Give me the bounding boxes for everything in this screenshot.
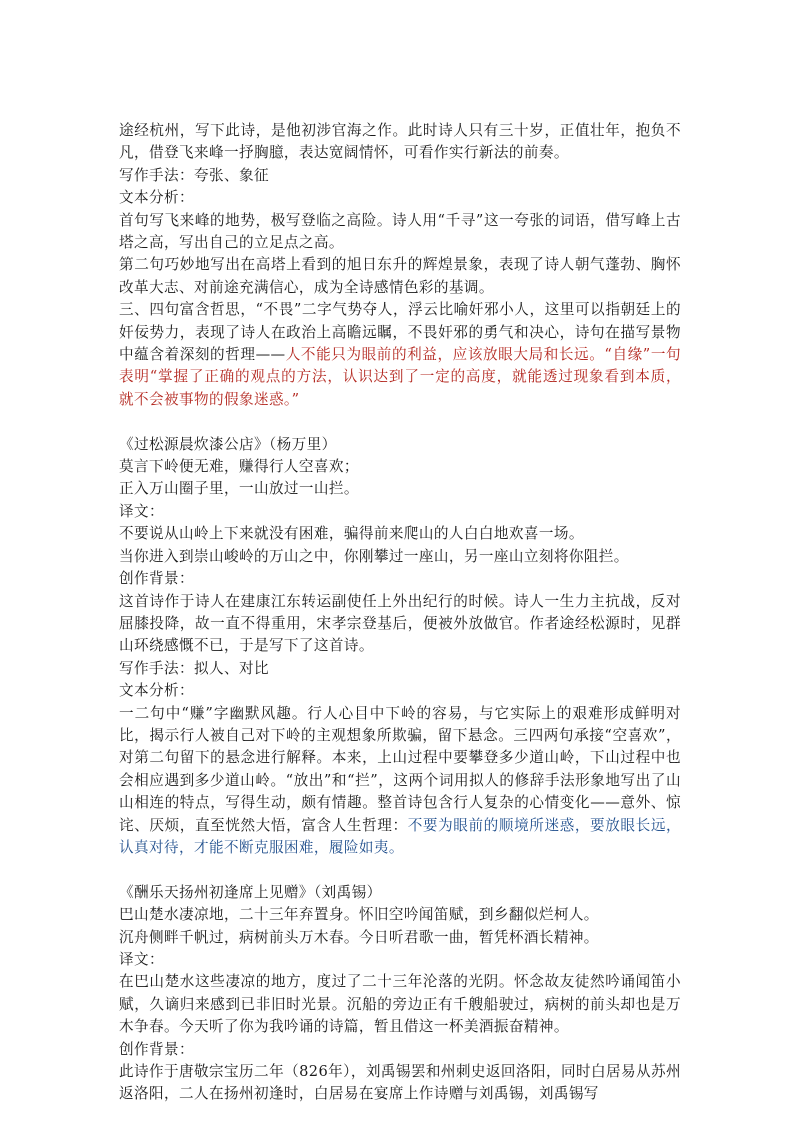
background-label: 创作背景： (119, 570, 194, 588)
background-paragraph: 此诗作于唐敬宗宝历二年（826年），刘禹锡罢和州刺史返回洛阳，同时白居易从苏州返洛阳，二人在扬州初逢时，白居易在宴席上作诗赠与刘禹锡，刘禹锡写 (119, 1063, 681, 1103)
highlighted-text: 人不能只为眼前的利益，应该放眼大局和长远。 (285, 346, 605, 364)
analysis-paragraph: 首句写飞来峰的地势，极写登临之高险。诗人用“千寻”这一夸张的词语，借写峰上古塔之高，写出自己的立足点之高。 (119, 211, 681, 252)
analysis-text: 三、四句富含哲思，“不畏”二字气势夺人，浮云比喻奸邪小人，这里可以指朝廷上的奸佞势力，表现了诗人在政治上高瞻远瞩，不畏奸邪的勇气和决心，诗句在描写景物中蕴含着深刻的哲理—— (119, 301, 681, 364)
translation-paragraph: 在巴山楚水这些凄凉的地方，度过了二十三年沦落的光阴。怀念故友徒然吟诵闻笛小赋，久谪归来感到已非旧时光景。沉船的旁边正有千艘船驶过，病树的前头却也是万木争春。今天听了你为我吟诵的诗篇，暂且借这一杯美酒振奋精神。 (119, 973, 681, 1036)
translation-label: 译文： (119, 502, 164, 520)
highlighted-text: “自缘”一句表明“掌握了正确的观点的方法，认识达到了一定的高度，就能透过现象看到本质，就不会被事物的假象迷惑。” (119, 346, 682, 408)
poem-line: 沉舟侧畔千帆过，病树前头万木春。今日听君歌一曲，暂凭杯酒长精神。 (119, 928, 599, 946)
analysis-label: 文本分析： (119, 682, 194, 700)
analysis-paragraph (119, 299, 681, 411)
analysis-paragraph (119, 703, 681, 860)
background-label: 创作背景： (119, 1040, 194, 1058)
technique-line: 写作手法：拟人、对比 (119, 659, 269, 677)
poem-title: 《酬乐天扬州初逢席上见赠》（刘禹锡） (119, 883, 382, 901)
analysis-paragraph: 第二句巧妙地写出在高塔上看到的旭日东升的辉煌景象，表现了诗人朝气蓬勃、胸怀改革大志、对前途充满信心，成为全诗感情色彩的基调。 (119, 256, 681, 296)
background-paragraph: 途经杭州，写下此诗，是他初涉官海之作。此时诗人只有三十岁，正值壮年，抱负不凡，借登飞来峰一抒胸臆，表达宽阔情怀，可看作实行新法的前奏。 (119, 122, 681, 162)
document-page (119, 120, 681, 1106)
poem-line: 巴山楚水凄凉地，二十三年弃置身。怀旧空吟闻笛赋，到乡翻似烂柯人。 (119, 906, 599, 924)
translation-paragraph: 不要说从山岭上下来就没有困难，骗得前来爬山的人白白地欢喜一场。 (119, 525, 584, 543)
analysis-label: 文本分析： (119, 189, 194, 207)
poem-title: 《过松源晨炊漆公店》（杨万里） (119, 435, 337, 453)
highlighted-text: 不要为眼前的顺境所迷惑，要放眼长远，认真对待，才能不断克服困难，履险如夷。 (119, 816, 682, 856)
spacer (119, 411, 681, 433)
analysis-text: 一二句中“赚”字幽默风趣。行人心目中下岭的容易，与它实际上的艰难形成鲜明对比，揭示行人被自己对下岭的主观想象所欺骗，留下悬念。三四两句承接“空喜欢”，对第二句留下的悬念进行解释。本来，上山过程中要攀登多少道山岭，下山过程中也会相应遇到多少道山岭。“放出”和“拦”，这两个词用拟人的修辞手法形象地写出了山山相连的特点，写得生动，颇有情趣。整首诗包含行人复杂的心情变化——意外、惊诧、厌烦，直至恍然大悟，富含人生哲理： (119, 704, 681, 834)
translation-paragraph: 当你进入到崇山峻岭的万山之中，你刚攀过一座山，另一座山立刻将你阻拦。 (119, 547, 629, 565)
translation-label: 译文： (119, 951, 164, 968)
spacer (119, 859, 681, 881)
background-paragraph: 这首诗作于诗人在建康江东转运副使任上外出纪行的时候。诗人一生力主抗战，反对屈膝投降，故一直不得重用，宋孝宗登基后，便被外放做官。作者途经松源时，见群山环绕感慨不已，于是写下了这首诗。 (119, 592, 681, 655)
poem-line: 莫言下岭便无难，赚得行人空喜欢； (119, 458, 359, 476)
technique-line: 写作手法：夸张、象征 (119, 166, 269, 184)
poem-line: 正入万山圈子里，一山放过一山拦。 (119, 480, 359, 498)
